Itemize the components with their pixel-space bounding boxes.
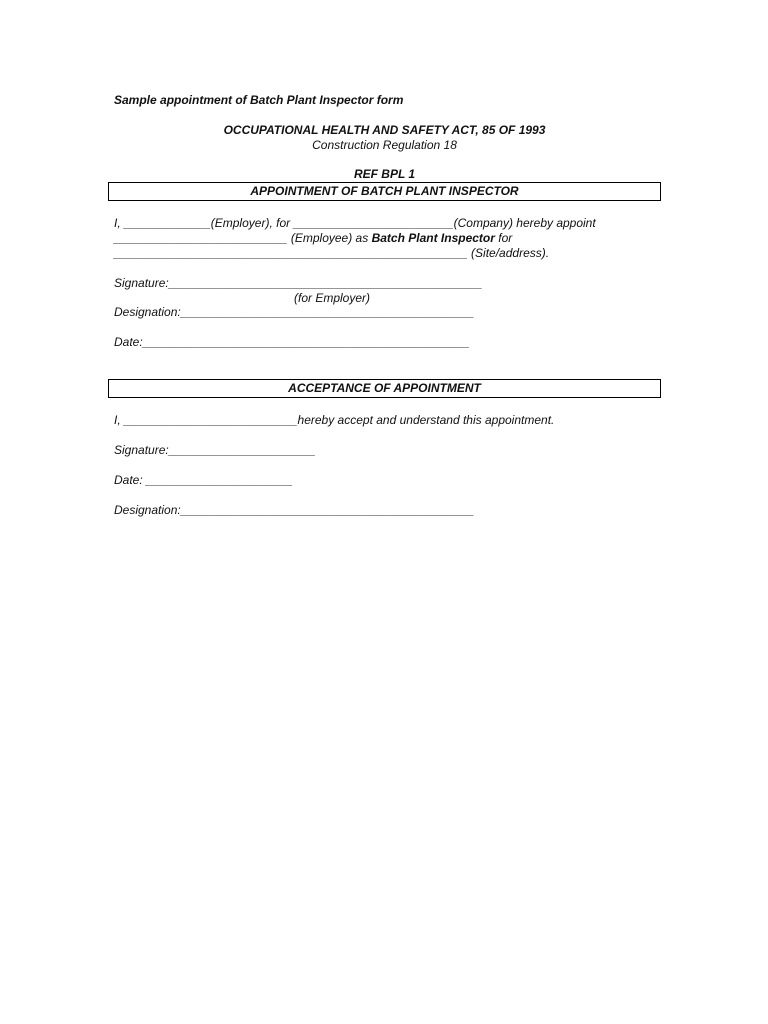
appointment-heading: APPOINTMENT OF BATCH PLANT INSPECTOR [250, 184, 519, 198]
employee-blank: __________________________ (Employee) as [114, 231, 372, 245]
appointment-line-employee [114, 231, 512, 245]
employer-signature-field: Signature:_______________________________________________ [114, 276, 483, 290]
acceptance-line: I, __________________________hereby accept and understand this appointment. [114, 413, 555, 427]
employee-designation-field: Designation:____________________________________________ [114, 503, 475, 517]
appointment-heading-box [108, 182, 661, 201]
reference-number: REF BPL 1 [353, 167, 416, 181]
role-suffix: for [494, 231, 513, 245]
regulation-subtitle: Construction Regulation 18 [312, 138, 457, 152]
acceptance-heading: ACCEPTANCE OF APPOINTMENT [288, 381, 481, 395]
employer-date-field: Date:_________________________________________________ [114, 335, 470, 349]
employee-signature-field: Signature:______________________ [114, 443, 316, 457]
employer-designation-field: Designation:____________________________________________ [114, 305, 475, 319]
act-title: OCCUPATIONAL HEALTH AND SAFETY ACT, 85 OF 1993 [223, 123, 546, 137]
employee-date-field: Date: ______________________ [114, 473, 293, 487]
role-name: Batch Plant Inspector [371, 231, 495, 245]
acceptance-heading-box [108, 379, 661, 398]
for-employer-label: (for Employer) [294, 291, 371, 305]
form-intro-title: Sample appointment of Batch Plant Inspector form [114, 93, 404, 107]
appointment-line-site: _____________________________________________________ (Site/address). [114, 246, 550, 260]
appointment-line-employer-company: I, _____________(Employer), for ________________________(Company) hereby appoint [114, 216, 596, 230]
